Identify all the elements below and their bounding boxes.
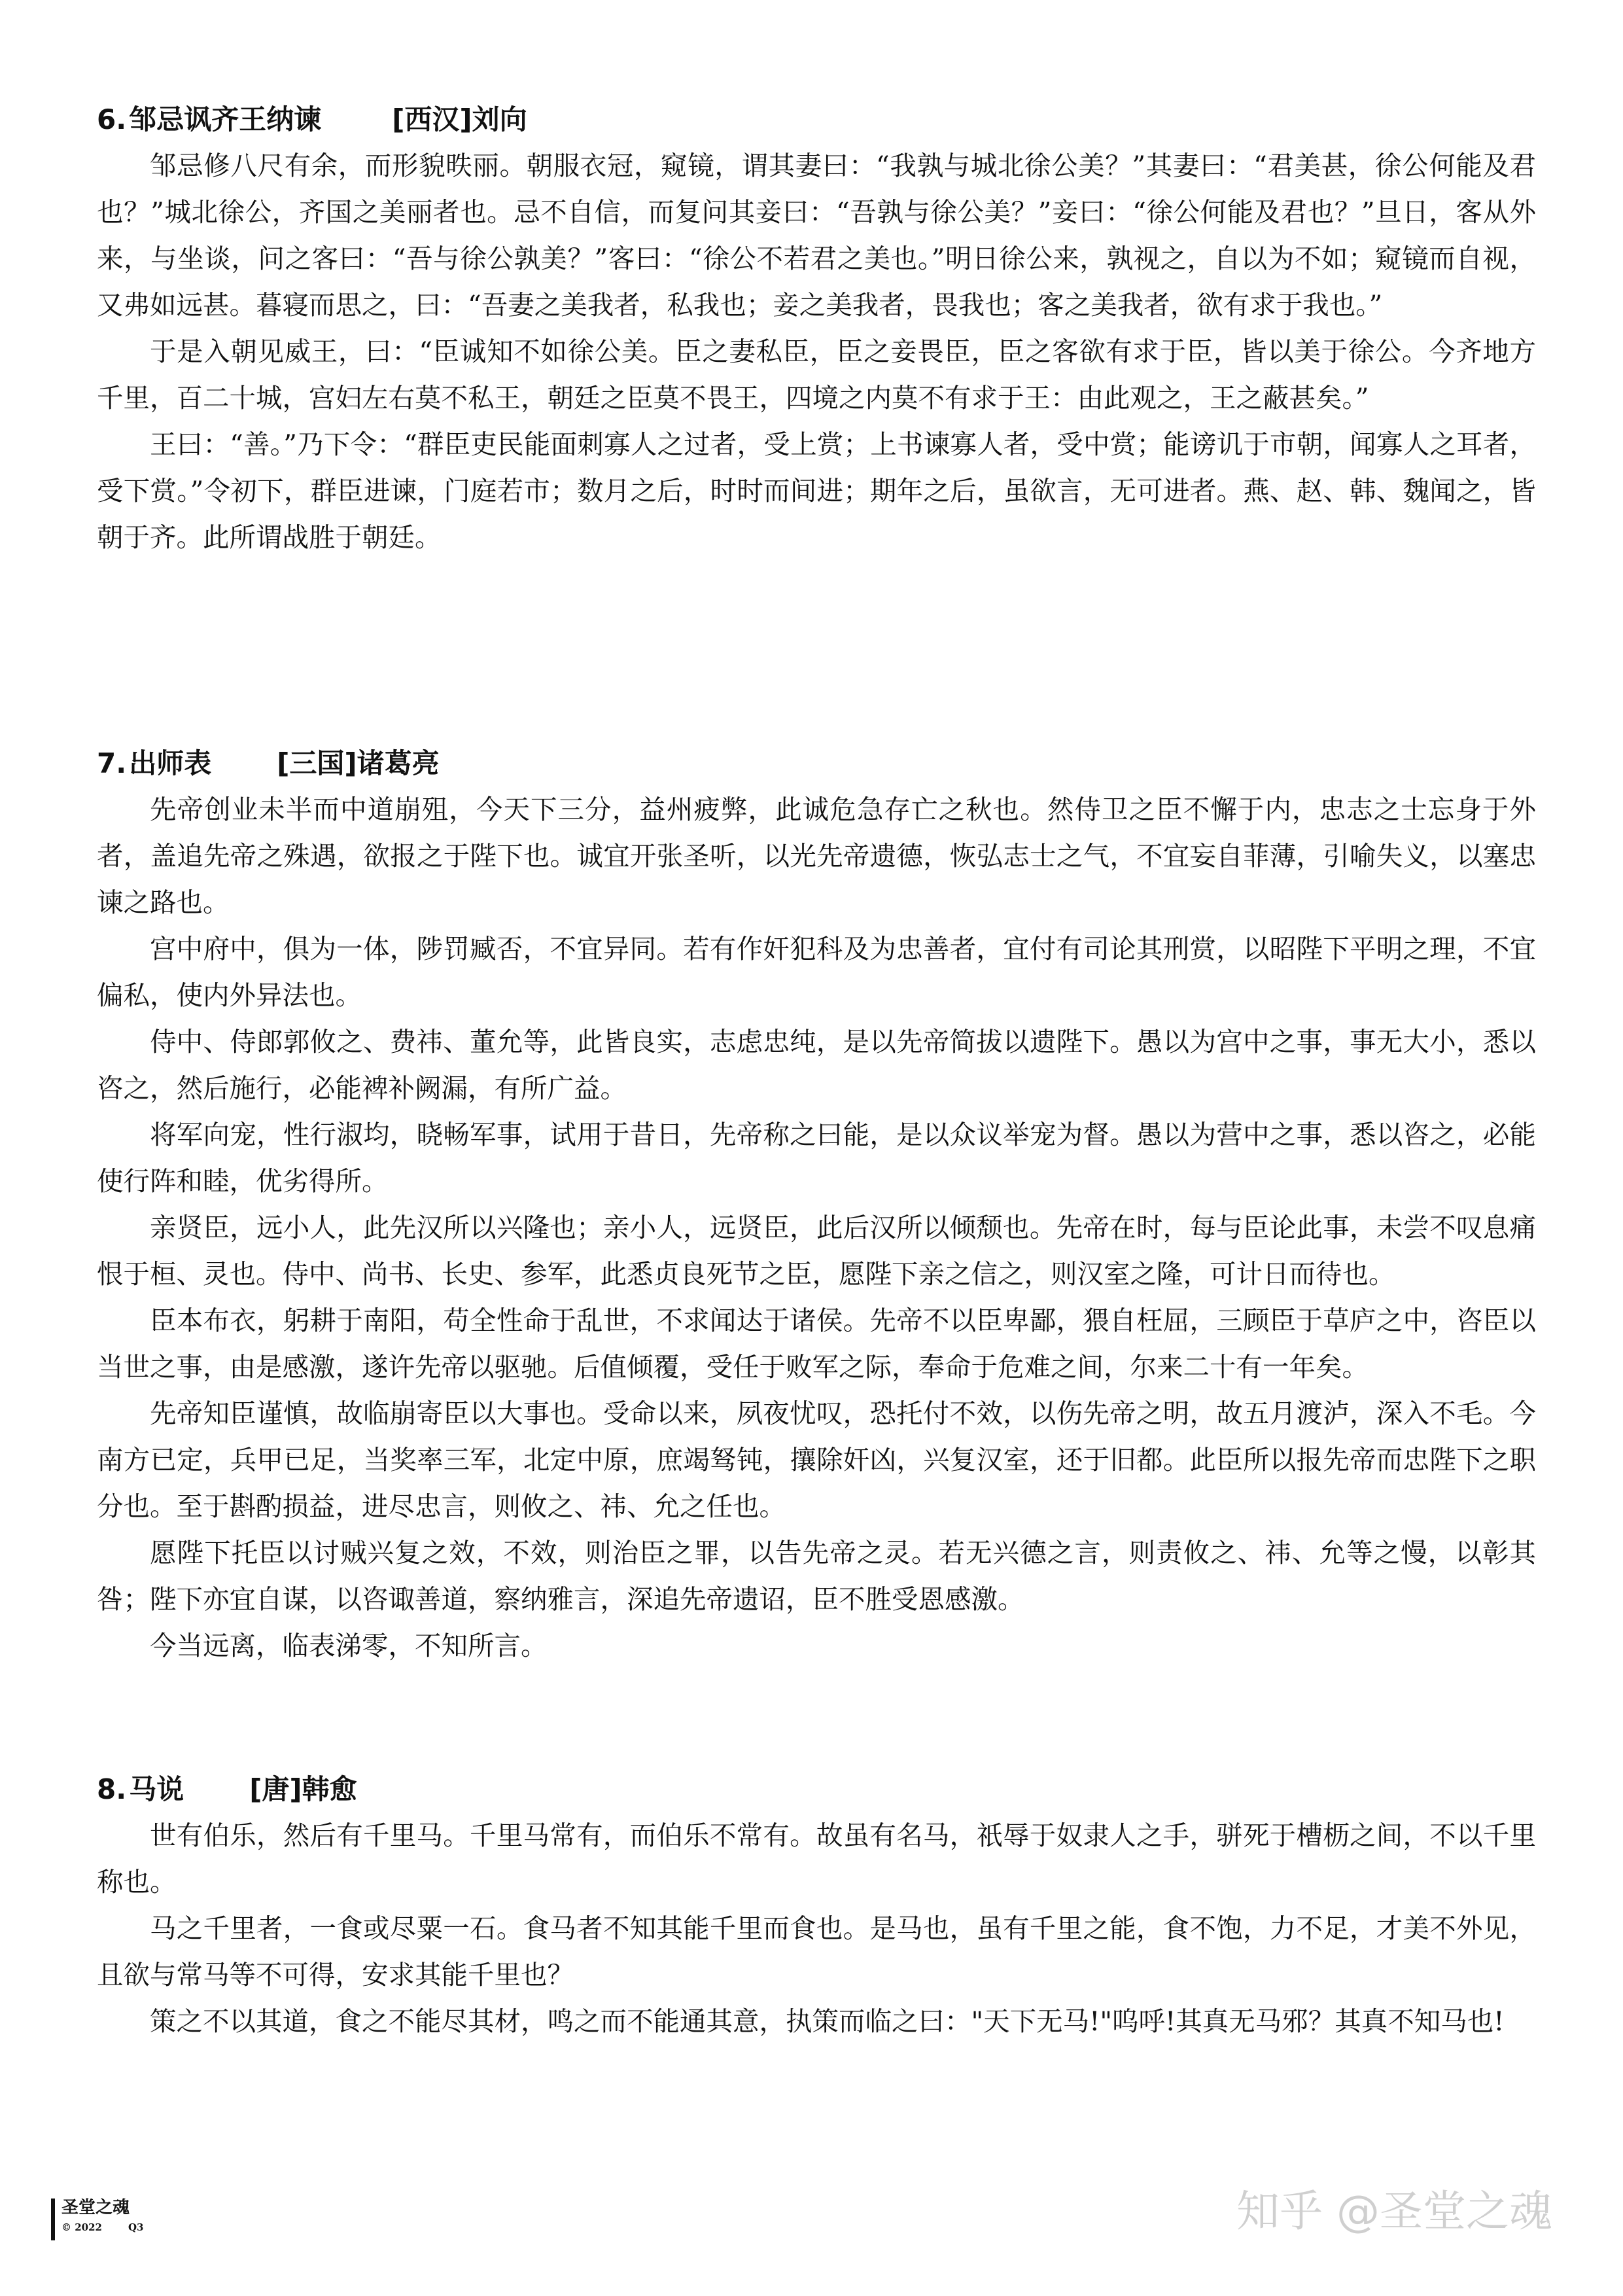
section-heading (97, 97, 1536, 143)
paragraph: 今当远离，临表涕零，不知所言。 (150, 1630, 548, 1661)
footer-copyright (61, 2221, 144, 2234)
section-author: [三国]诸葛亮 (277, 747, 440, 779)
paragraph: 将军向宠，性行淑均，晓畅军事，试用于昔日，先帝称之曰能，是以众议举宠为督。愚以为营中之事，悉以咨之，必能使行阵和睦，优劣得所。 (97, 1119, 1536, 1197)
section-author: [西汉]刘向 (392, 103, 527, 135)
quarter-label: Q3 (128, 2221, 144, 2233)
section-title: 马说 (129, 1773, 184, 1805)
footer-brand-name: 圣堂之魂 (61, 2198, 130, 2217)
section-number: 7. (97, 747, 127, 779)
paragraph: 于是入朝见威王，曰：“臣诚知不如徐公美。臣之妻私臣，臣之妾畏臣，臣之客欲有求于臣，皆以美于徐公。今齐地方千里，百二十城，宫妇左右莫不私王，朝廷之臣莫不畏王，四境之内莫不有求于王：由此观之，王之蔽甚矣。” (97, 336, 1536, 414)
section-heading (97, 741, 1536, 786)
section-title: 出师表 (129, 747, 212, 779)
paragraph: 宫中府中，俱为一体，陟罚臧否，不宜异同。若有作奸犯科及为忠善者，宜付有司论其刑赏，以昭陛下平明之理，不宜偏私，使内外异法也。 (97, 933, 1536, 1011)
copyright-text: © 2022 (61, 2221, 102, 2233)
section-number: 6. (97, 103, 127, 135)
zhihu-watermark: 知乎 @圣堂之魂 (1236, 2186, 1552, 2236)
paragraph: 侍中、侍郎郭攸之、费祎、董允等，此皆良实，志虑忠纯，是以先帝简拔以遗陛下。愚以为宫中之事，事无大小，悉以咨之，然后施行，必能裨补阙漏，有所广益。 (97, 1026, 1536, 1104)
section-8 (97, 1767, 1536, 2045)
paragraph: 愿陛下托臣以讨贼兴复之效，不效，则治臣之罪，以告先帝之灵。若无兴德之言，则责攸之、祎、允等之慢，以彰其咎；陛下亦宜自谋，以咨诹善道，察纳雅言，深追先帝遗诏，臣不胜受恩感激。 (97, 1537, 1536, 1615)
footer-divider (51, 2199, 55, 2240)
paragraph: 亲贤臣，远小人，此先汉所以兴隆也；亲小人，远贤臣，此后汉所以倾颓也。先帝在时，每与臣论此事，未尝不叹息痛恨于桓、灵也。侍中、尚书、长史、参军，此悉贞良死节之臣，愿陛下亲之信之，则汉室之隆，可计日而待也。 (97, 1212, 1536, 1290)
paragraph: 臣本布衣，躬耕于南阳，苟全性命于乱世，不求闻达于诸侯。先帝不以臣卑鄙，猥自枉屈，三顾臣于草庐之中，咨臣以当世之事，由是感激，遂许先帝以驱驰。后值倾覆，受任于败军之际，奉命于危难之间，尔来二十有一年矣。 (97, 1305, 1536, 1383)
paragraph: 邹忌修八尺有余，而形貌昳丽。朝服衣冠，窥镜，谓其妻曰：“我孰与城北徐公美？”其妻曰：“君美甚，徐公何能及君也？”城北徐公，齐国之美丽者也。忌不自信，而复问其妾曰：“吾孰与徐公美？”妾曰：“徐公何能及君也？”旦日，客从外来，与坐谈，问之客曰：“吾与徐公孰美？”客曰：“徐公不若君之美也。”明日徐公来，孰视之，自以为不如；窥镜而自视，又弗如远甚。暮寝而思之，曰：“吾妻之美我者，私我也；妾之美我者，畏我也；客之美我者，欲有求于我也。” (97, 150, 1536, 321)
paragraph: 马之千里者，一食或尽粟一石。食马者不知其能千里而食也。是马也，虽有千里之能，食不饱，力不足，才美不外见，且欲与常马等不可得，安求其能千里也？ (97, 1913, 1536, 1990)
paragraph: 策之不以其道，食之不能尽其材，鸣之而不能通其意，执策而临之曰："天下无马!"呜呼!其真无马邪？其真不知马也! (150, 2005, 1505, 2037)
section-7 (97, 741, 1536, 1669)
section-heading (97, 1767, 1536, 1812)
section-number: 8. (97, 1773, 127, 1805)
section-title: 邹忌讽齐王纳谏 (129, 103, 322, 135)
paragraph: 世有伯乐，然后有千里马。千里马常有，而伯乐不常有。故虽有名马，祇辱于奴隶人之手，骈死于槽枥之间，不以千里称也。 (97, 1820, 1536, 1898)
section-author: [唐]韩愈 (249, 1773, 357, 1805)
section-6 (97, 97, 1536, 561)
paragraph: 先帝创业未半而中道崩殂，今天下三分，益州疲弊，此诚危急存亡之秋也。然侍卫之臣不懈于内，忠志之士忘身于外者，盖追先帝之殊遇，欲报之于陛下也。诚宜开张圣听，以光先帝遗德，恢弘志士之气，不宜妄自菲薄，引喻失义，以塞忠谏之路也。 (97, 794, 1536, 918)
paragraph: 先帝知臣谨慎，故临崩寄臣以大事也。受命以来，夙夜忧叹，恐托付不效，以伤先帝之明，故五月渡泸，深入不毛。今南方已定，兵甲已足，当奖率三军，北定中原，庶竭驽钝，攘除奸凶，兴复汉室，还于旧都。此臣所以报先帝而忠陛下之职分也。至于斟酌损益，进尽忠言，则攸之、祎、允之任也。 (97, 1398, 1536, 1522)
paragraph: 王曰：“善。”乃下令：“群臣吏民能面刺寡人之过者，受上赏；上书谏寡人者，受中赏；能谤讥于市朝，闻寡人之耳者，受下赏。”令初下，群臣进谏，门庭若市；数月之后，时时而间进；期年之后，虽欲言，无可进者。燕、赵、韩、魏闻之，皆朝于齐。此所谓战胜于朝廷。 (97, 429, 1536, 553)
